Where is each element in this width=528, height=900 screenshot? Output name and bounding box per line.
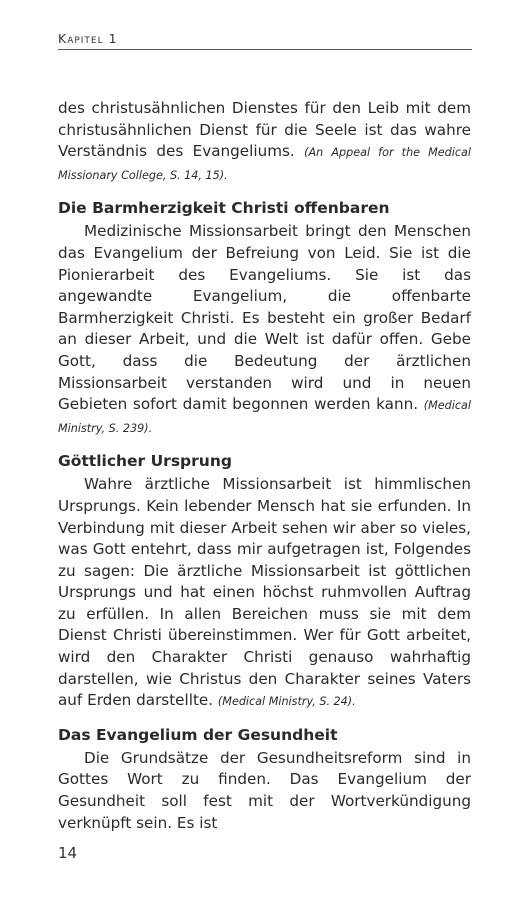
paragraph-continuation: [58, 98, 471, 186]
paragraph-text: Wahre ärztliche Missionsarbeit ist himmlischen Ursprungs. Kein lebender Mensch hat sie erfunden. In Verbindung mit dieser Arbeit sehen wir aber so vieles, was Gott entehrt, dass mir aufgetragen ist, Folgendes zu sagen: Die ärztliche Missionsarbeit ist göttlichen Ursprungs und hat einen höchst ruhmvollen Auftrag zu erfüllen. In allen Bereichen muss sie mit dem Dienst Christi übereinstimmen. Wer für Gott arbeitet, wird den Charakter Christi genauso wahrhaftig darstellen, wie Christus den Charakter seines Vaters auf Erden darstellte.: [58, 475, 471, 710]
section-heading-ursprung: Göttlicher Ursprung: [58, 452, 232, 471]
page-body: [58, 98, 471, 834]
paragraph-text: des christusähnlichen Dienstes für den Leib mit dem christusähnlichen Dienst für die Seele ist das wahre Verständnis des Evangeliums.: [58, 99, 471, 161]
paragraph: [58, 748, 471, 834]
paragraph: [58, 474, 471, 713]
section-heading-gesundheit: Das Evangelium der Gesundheit: [58, 725, 338, 744]
paragraph-text: Die Grundsätze der Gesundheitsreform sind in Gottes Wort zu finden. Das Evangelium der Gesundheit soll fest mit der Wortverkündigung verknüpft sein. Es ist: [58, 748, 471, 832]
paragraph-text: Medizinische Missionsarbeit bringt den Menschen das Evangelium der Befreiung von Leid. Sie ist die Pionierarbeit des Evangeliums. Sie ist das angewandte Evangelium, die offenbarte Barmherzigkeit Christi. Es besteht ein großer Bedarf an dieser Arbeit, und die Welt ist dafür offen. Gebe Gott, dass die Bedeutung der ärztlichen Missionsarbeit verstanden wird und in neuen Gebieten sofort damit begonnen werden kann.: [58, 222, 471, 414]
paragraph: [58, 221, 471, 439]
citation: (Medical Ministry, S. 24).: [217, 695, 356, 709]
page-number: 14: [58, 844, 78, 862]
section-heading-barmherzigkeit: Die Barmherzigkeit Christi offenbaren: [58, 199, 390, 218]
running-head: Kapitel 1: [58, 31, 118, 46]
header-rule: [58, 49, 472, 50]
citation: (Medical Ministry, S. 239).: [58, 399, 472, 435]
citation: (An Appeal for the Medical Missionary College, S. 14, 15).: [58, 146, 472, 182]
